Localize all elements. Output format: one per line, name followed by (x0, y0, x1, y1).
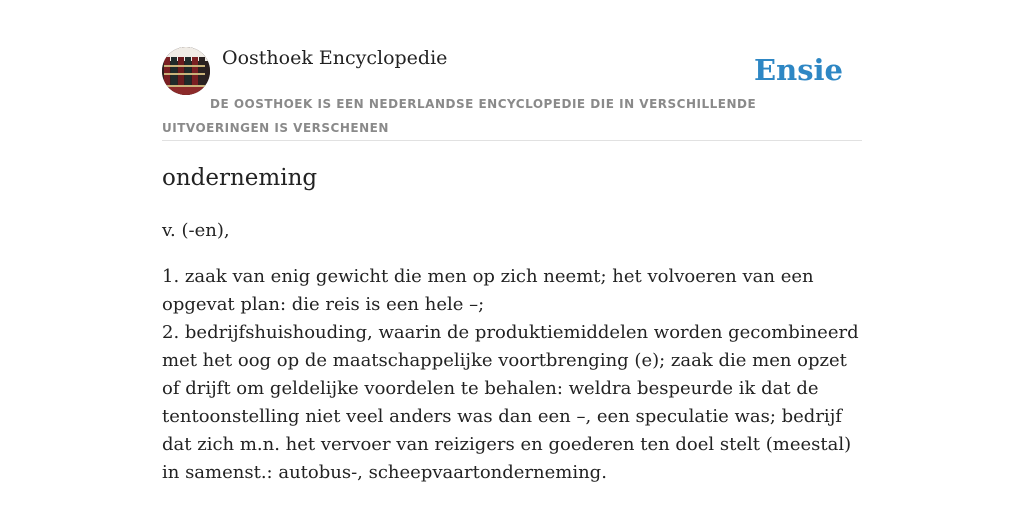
source-header (162, 46, 862, 141)
definition-item: 2. bedrijfshuishouding, waarin de produktiemiddelen worden gecombineerd met het oog op de maatschappelijke voortbrenging (e); zaak die men opzet of drijft om geldelijke voordelen te behalen: weldra bespeurde ik dat de tentoonstelling niet veel anders was dan een –, een speculatie was; bedrijf dat zich m.n. het vervoer van reizigers en goederen ten doel stelt (meestal) in samenst.: autobus-, scheepvaartonderneming. (162, 322, 859, 483)
source-description (162, 92, 852, 140)
encyclopedia-books-icon[interactable] (162, 47, 210, 95)
entry-term: onderneming (162, 165, 318, 191)
entry-grammar: v. (-en), (162, 220, 230, 241)
entry-definitions (162, 263, 862, 487)
source-description-text: DE OOSTHOEK IS EEN NEDERLANDSE ENCYCLOPEDIE DIE IN VERSCHILLENDE UITVOERINGEN IS VERSCHENEN (162, 97, 757, 135)
brand-logo[interactable]: Ensie (754, 53, 843, 87)
definition-item: 1. zaak van enig gewicht die men op zich neemt; het volvoeren van een opgevat plan: die reis is een hele –; (162, 266, 814, 315)
source-title[interactable]: Oosthoek Encyclopedie (222, 47, 448, 69)
